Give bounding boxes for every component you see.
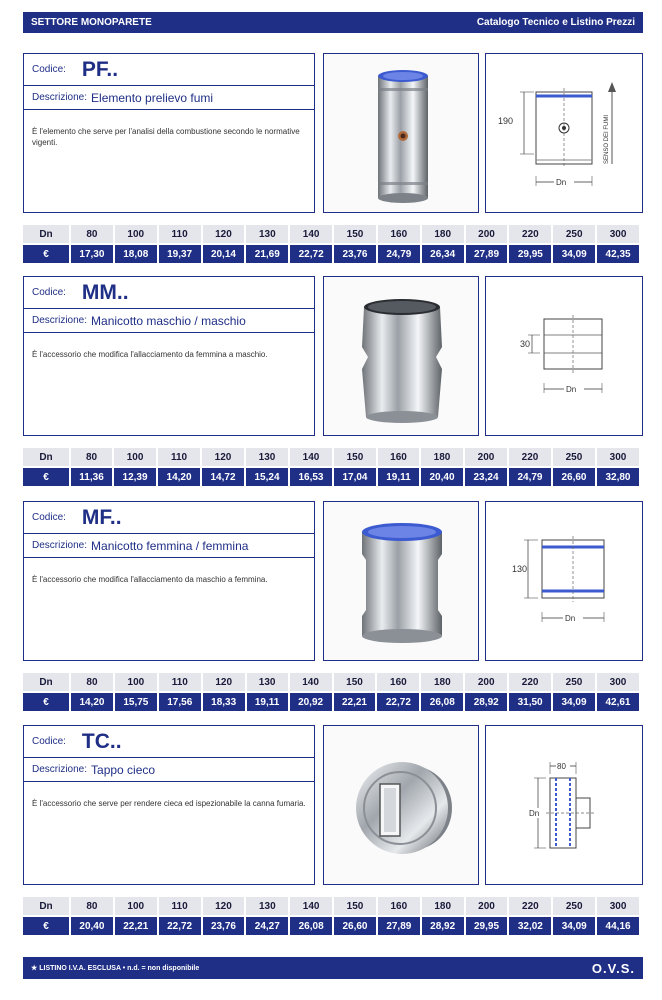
dn-cell: 80 xyxy=(71,225,113,243)
technical-drawing xyxy=(485,276,643,436)
pipe-photo-icon xyxy=(324,54,480,214)
price-cell: 26,60 xyxy=(553,468,595,486)
dn-cell: 110 xyxy=(158,448,200,466)
brand-logo: O.V.S. xyxy=(591,960,635,976)
dn-cell: 160 xyxy=(377,673,419,691)
price-cell: 18,33 xyxy=(203,693,245,711)
dn-cell: 110 xyxy=(159,897,201,915)
price-cell: 17,56 xyxy=(159,693,201,711)
height-dim-label: 130 xyxy=(512,564,528,574)
currency-cell: € xyxy=(23,468,69,486)
dn-cell: 130 xyxy=(246,897,288,915)
drawing-pf-icon xyxy=(486,54,644,214)
price-cell: 29,95 xyxy=(509,245,551,263)
price-cell: 15,75 xyxy=(115,693,157,711)
technical-drawing xyxy=(485,725,643,885)
price-cell: 15,24 xyxy=(246,468,288,486)
price-cell: 24,79 xyxy=(378,245,420,263)
product-name: Manicotto femmina / femmina xyxy=(91,538,249,553)
dn-cell: 140 xyxy=(290,225,332,243)
price-cell: 24,79 xyxy=(509,468,551,486)
dn-cell: 180 xyxy=(422,225,464,243)
dn-cell: 220 xyxy=(509,897,551,915)
product-photo xyxy=(323,725,479,885)
price-cell: 42,35 xyxy=(597,245,639,263)
dn-cell: 150 xyxy=(334,225,376,243)
dn-cell: 110 xyxy=(159,673,201,691)
height-dim-label: 190 xyxy=(498,116,514,126)
dn-cell: 200 xyxy=(466,225,508,243)
price-cell: 42,61 xyxy=(597,693,639,711)
dn-cell: 250 xyxy=(553,897,595,915)
product-text: È l'accessorio che serve per rendere cieca ed ispezionabile la canna fumaria. xyxy=(32,799,306,808)
dn-dim-label: Dn xyxy=(556,178,567,187)
dn-cell: 220 xyxy=(509,673,551,691)
dn-cell: 250 xyxy=(553,673,595,691)
dimension-row xyxy=(23,673,639,691)
header-section-title: SETTORE MONOPARETE xyxy=(31,17,152,28)
price-cell: 19,11 xyxy=(378,468,419,486)
currency-cell: € xyxy=(23,245,69,263)
dn-cell: 150 xyxy=(334,673,376,691)
product-name: Elemento prelievo fumi xyxy=(91,90,214,105)
dn-cell: 160 xyxy=(378,225,420,243)
code-row xyxy=(24,277,314,309)
product-info-box xyxy=(23,501,315,661)
code-label: Codice: xyxy=(32,64,66,75)
description-row xyxy=(24,534,314,558)
code-label: Codice: xyxy=(32,287,66,298)
dn-cell: 140 xyxy=(290,673,332,691)
price-cell: 19,37 xyxy=(159,245,201,263)
price-cell: 34,09 xyxy=(553,245,595,263)
dimension-row xyxy=(23,225,639,243)
flow-direction-label: SENSO DEI FUMI xyxy=(604,114,610,164)
price-cell: 34,09 xyxy=(553,693,595,711)
price-cell: 23,76 xyxy=(203,917,245,935)
price-cell: 31,50 xyxy=(509,693,551,711)
description-row xyxy=(24,309,314,333)
dn-cell: 100 xyxy=(115,225,157,243)
dn-cell: 120 xyxy=(202,448,244,466)
product-photo xyxy=(323,276,479,436)
male-coupling-photo-icon xyxy=(324,277,480,437)
code-label: Codice: xyxy=(32,736,66,747)
dn-cell: 220 xyxy=(509,225,551,243)
price-table xyxy=(21,446,641,488)
price-cell: 22,21 xyxy=(115,917,157,935)
price-cell: 18,08 xyxy=(115,245,157,263)
dn-cell: 140 xyxy=(290,897,332,915)
dn-cell: 100 xyxy=(114,448,156,466)
dn-cell: 80 xyxy=(71,448,112,466)
description-label: Descrizione: xyxy=(32,764,88,775)
product-info-box xyxy=(23,53,315,213)
technical-drawing xyxy=(485,53,643,213)
dn-cell: 80 xyxy=(71,897,113,915)
product-code: TC.. xyxy=(81,729,122,753)
dn-cell: 150 xyxy=(334,897,376,915)
dn-cell: 120 xyxy=(203,673,245,691)
dn-header: Dn xyxy=(23,897,69,915)
dn-dim-label: Dn xyxy=(566,385,577,394)
description-label: Descrizione: xyxy=(32,540,88,551)
price-cell: 23,76 xyxy=(334,245,376,263)
price-cell: 20,92 xyxy=(290,693,332,711)
price-cell: 26,08 xyxy=(290,917,332,935)
price-table xyxy=(21,671,641,713)
price-cell: 21,69 xyxy=(246,245,288,263)
dn-cell: 250 xyxy=(553,225,595,243)
product-text: È l'accessorio che modifica l'allacciamento da femmina a maschio. xyxy=(32,350,268,359)
product-photo xyxy=(323,53,479,213)
dn-cell: 180 xyxy=(421,673,463,691)
drawing-mf-icon xyxy=(486,502,644,662)
drawing-mm-icon xyxy=(486,277,644,437)
code-row xyxy=(24,54,314,86)
price-cell: 26,34 xyxy=(422,245,464,263)
width-dim-label: 80 xyxy=(557,762,566,771)
price-cell: 22,21 xyxy=(334,693,376,711)
price-cell: 34,09 xyxy=(553,917,595,935)
blind-cap-photo-icon xyxy=(324,726,480,886)
footer-note: ★ LISTINO I.V.A. ESCLUSA • n.d. = non disponibile xyxy=(31,965,200,972)
price-cell: 11,36 xyxy=(71,468,112,486)
dn-cell: 200 xyxy=(465,673,507,691)
price-cell: 27,89 xyxy=(466,245,508,263)
dn-cell: 160 xyxy=(378,897,420,915)
dn-cell: 140 xyxy=(290,448,332,466)
dn-cell: 100 xyxy=(115,673,157,691)
product-code: PF.. xyxy=(81,57,119,81)
currency-cell: € xyxy=(23,917,69,935)
code-row xyxy=(24,502,314,534)
dn-cell: 250 xyxy=(553,448,595,466)
price-cell: 32,80 xyxy=(597,468,639,486)
product-name: Manicotto maschio / maschio xyxy=(91,313,246,328)
price-cell: 17,04 xyxy=(334,468,376,486)
dn-cell: 110 xyxy=(159,225,201,243)
dn-cell: 300 xyxy=(597,673,639,691)
price-row xyxy=(23,917,639,935)
price-cell: 29,95 xyxy=(466,917,508,935)
dn-cell: 130 xyxy=(246,448,288,466)
price-row xyxy=(23,693,639,711)
code-label: Codice: xyxy=(32,512,66,523)
price-cell: 14,20 xyxy=(71,693,113,711)
dn-cell: 150 xyxy=(334,448,376,466)
height-dim-label: 30 xyxy=(520,339,531,349)
female-coupling-photo-icon xyxy=(324,502,480,662)
product-text: È l'elemento che serve per l'analisi della combustione secondo le normative vigenti. xyxy=(32,127,300,147)
price-cell: 16,53 xyxy=(290,468,332,486)
description-row xyxy=(24,86,314,110)
price-cell: 26,08 xyxy=(421,693,463,711)
price-cell: 20,40 xyxy=(71,917,113,935)
dn-cell: 120 xyxy=(203,225,245,243)
technical-drawing xyxy=(485,501,643,661)
description-row xyxy=(24,758,314,782)
price-cell: 14,72 xyxy=(202,468,244,486)
dn-dim-label: Dn xyxy=(529,809,540,818)
dn-cell: 180 xyxy=(421,448,463,466)
product-info-box xyxy=(23,276,315,436)
code-row xyxy=(24,726,314,758)
dn-header: Dn xyxy=(23,673,69,691)
description-label: Descrizione: xyxy=(32,315,88,326)
header-catalog-title: Catalogo Tecnico e Listino Prezzi xyxy=(476,17,635,28)
price-cell: 44,16 xyxy=(597,917,639,935)
product-info-box xyxy=(23,725,315,885)
price-cell: 17,30 xyxy=(71,245,113,263)
price-row xyxy=(23,468,639,486)
header-bar xyxy=(23,12,643,33)
price-table xyxy=(21,223,641,265)
dimension-row xyxy=(23,448,639,466)
dn-dim-label: Dn xyxy=(565,614,576,623)
product-text: È l'accessorio che modifica l'allacciamento da maschio a femmina. xyxy=(32,575,268,584)
dn-cell: 200 xyxy=(465,448,507,466)
dn-cell: 220 xyxy=(509,448,551,466)
price-cell: 28,92 xyxy=(465,693,507,711)
price-cell: 27,89 xyxy=(378,917,420,935)
dn-cell: 130 xyxy=(247,673,288,691)
product-code: MM.. xyxy=(81,280,129,304)
dn-cell: 200 xyxy=(466,897,508,915)
price-cell: 12,39 xyxy=(114,468,156,486)
description-label: Descrizione: xyxy=(32,92,88,103)
dn-cell: 300 xyxy=(597,448,639,466)
price-cell: 22,72 xyxy=(159,917,201,935)
price-cell: 14,20 xyxy=(158,468,200,486)
dn-cell: 130 xyxy=(246,225,288,243)
price-table xyxy=(21,895,641,937)
dn-cell: 80 xyxy=(71,673,113,691)
product-code: MF.. xyxy=(81,505,122,529)
dn-cell: 120 xyxy=(203,897,245,915)
dn-cell: 160 xyxy=(378,448,419,466)
price-cell: 22,72 xyxy=(290,245,332,263)
dn-cell: 180 xyxy=(422,897,464,915)
price-cell: 22,72 xyxy=(377,693,419,711)
product-name: Tappo cieco xyxy=(91,762,156,777)
dimension-row xyxy=(23,897,639,915)
dn-header: Dn xyxy=(23,225,69,243)
price-cell: 20,14 xyxy=(203,245,245,263)
price-row xyxy=(23,245,639,263)
dn-cell: 300 xyxy=(597,897,639,915)
dn-cell: 300 xyxy=(597,225,639,243)
price-cell: 20,40 xyxy=(421,468,463,486)
price-cell: 19,11 xyxy=(247,693,288,711)
price-cell: 23,24 xyxy=(465,468,507,486)
currency-cell: € xyxy=(23,693,69,711)
price-cell: 24,27 xyxy=(246,917,288,935)
price-cell: 28,92 xyxy=(422,917,464,935)
dn-cell: 100 xyxy=(115,897,157,915)
price-cell: 32,02 xyxy=(509,917,551,935)
footer-bar xyxy=(23,957,643,979)
dn-header: Dn xyxy=(23,448,69,466)
drawing-tc-icon xyxy=(486,726,644,886)
product-photo xyxy=(323,501,479,661)
price-cell: 26,60 xyxy=(334,917,376,935)
